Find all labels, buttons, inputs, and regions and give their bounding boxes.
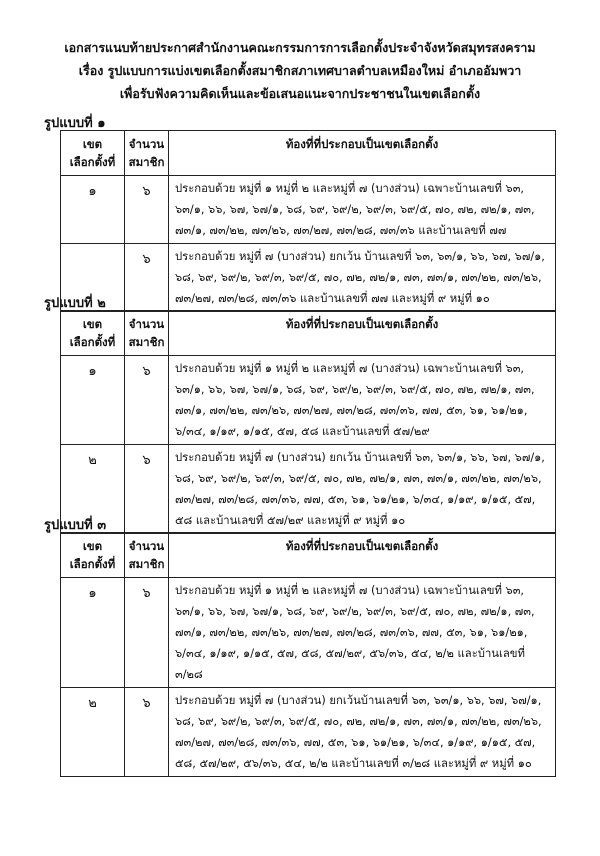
area-column-header: ท้องที่ที่ประกอบเป็นเขตเลือกตั้ง	[169, 533, 556, 578]
table-header-row	[61, 311, 556, 356]
header-line-1: เอกสารแนบท้ายประกาศสำนักงานคณะกรรมการการเลือกตั้งประจำจังหวัดสมุทรสงคราม	[64, 40, 536, 55]
members-column-header: จำนวน สมาชิก	[125, 131, 169, 176]
district-number: ๒	[61, 688, 125, 777]
table-row	[61, 176, 556, 244]
member-count: ๖	[125, 356, 169, 445]
district-number: ๑	[61, 578, 125, 688]
area-description: ประกอบด้วย หมู่ที่ ๗ (บางส่วน) ยกเว้นบ้านเลขที่ ๖๓, ๖๓/๑, ๖๖, ๖๗, ๖๗/๑, ๖๘, ๖๙, ๖๙/๒, ๖๙/๓, ๖๙/๕, ๗๐, ๗๒, ๗๒/๑, ๗๓, ๗๓/๑, ๗๓/๒๒, ๗๓/๒๖, ๗๓/๒๗, ๗๓/๒๘, ๗๓/๓๖, ๗๗, ๕๓, ๖๑, ๖๑/๒๑, ๖/๓๔, ๑/๑๙, ๑/๑๕, ๕๗, ๕๘, ๕๗/๒๙, ๕๖/๓๖, ๕๔, ๒/๒ และบ้านเลขที่ ๓/๒๘ และหมู่ที่ ๙ หมู่ที่ ๑๐	[169, 688, 556, 777]
table-header-row	[61, 533, 556, 578]
area-description: ประกอบด้วย หมู่ที่ ๑ หมู่ที่ ๒ และหมู่ที่ ๗ (บางส่วน) เฉพาะบ้านเลขที่ ๖๓, ๖๓/๑, ๖๖, ๖๗, ๖๗/๑, ๖๘, ๖๙, ๖๙/๒, ๖๙/๓, ๖๙/๕, ๗๐, ๗๒, ๗๒/๑, ๗๓, ๗๓/๑, ๗๓/๒๒, ๗๓/๒๖, ๗๓/๒๗, ๗๓/๒๘, ๗๓/๓๖, ๗๗, ๕๓, ๖๑, ๖๑/๒๑, ๖/๓๔, ๑/๑๙, ๑/๑๕, ๕๗, ๕๘ และบ้านเลขที่ ๕๗/๒๙	[169, 356, 556, 445]
members-column-header: จำนวน สมาชิก	[125, 311, 169, 356]
member-count: ๖	[125, 688, 169, 777]
document-header	[0, 36, 600, 105]
area-description: ประกอบด้วย หมู่ที่ ๗ (บางส่วน) ยกเว้น บ้านเลขที่ ๖๓, ๖๓/๑, ๖๖, ๖๗, ๖๗/๑, ๖๘, ๖๙, ๖๙/๒, ๖๙/๓, ๖๙/๕, ๗๐, ๗๒, ๗๒/๑, ๗๓, ๗๓/๑, ๗๓/๒๒, ๗๓/๒๖, ๗๓/๒๗, ๗๓/๒๘, ๗๓/๓๖ และบ้านเลขที่ ๗๗ และหมู่ที่ ๙ หมู่ที่ ๑๐	[169, 244, 556, 312]
member-count: ๖	[125, 578, 169, 688]
table-header-row	[61, 131, 556, 176]
district-column-header: เขต เลือกตั้งที่	[61, 533, 125, 578]
pattern-3-title: รูปแบบที่ ๓	[44, 518, 107, 533]
area-description: ประกอบด้วย หมู่ที่ ๑ หมู่ที่ ๒ และหมู่ที่ ๗ (บางส่วน) เฉพาะบ้านเลขที่ ๖๓, ๖๓/๑, ๖๖, ๖๗, ๖๗/๑, ๖๘, ๖๙, ๖๙/๒, ๖๙/๓, ๖๙/๕, ๗๐, ๗๒, ๗๒/๑, ๗๓, ๗๓/๑, ๗๓/๒๒, ๗๓/๒๖, ๗๓/๒๗, ๗๓/๒๘, ๗๓/๓๖, ๗๗, ๕๓, ๖๑, ๖๑/๒๑, ๖/๓๔, ๑/๑๙, ๑/๑๕, ๕๗, ๕๘, ๕๗/๒๙, ๕๖/๓๖, ๕๔, ๒/๒ และบ้านเลขที่ ๓/๒๘	[169, 578, 556, 688]
area-column-header: ท้องที่ที่ประกอบเป็นเขตเลือกตั้ง	[169, 311, 556, 356]
header-line-3: เพื่อรับฟังความคิดเห็นและข้อเสนอแนะจากประชาชนในเขตเลือกตั้ง	[119, 86, 481, 101]
area-description: ประกอบด้วย หมู่ที่ ๗ (บางส่วน) ยกเว้น บ้านเลขที่ ๖๓, ๖๓/๑, ๖๖, ๖๗, ๖๗/๑, ๖๘, ๖๙, ๖๙/๒, ๖๙/๓, ๖๙/๕, ๗๐, ๗๒, ๗๒/๑, ๗๓, ๗๓/๑, ๗๓/๒๒, ๗๓/๒๖, ๗๓/๒๗, ๗๓/๒๘, ๗๓/๓๖, ๗๗, ๕๓, ๖๑, ๖๑/๒๑, ๖/๓๔, ๑/๑๙, ๑/๑๕, ๕๗, ๕๘ และบ้านเลขที่ ๕๗/๒๙ และหมู่ที่ ๙ หมู่ที่ ๑๐	[169, 445, 556, 534]
pattern-2-title: รูปแบบที่ ๒	[44, 296, 106, 311]
district-column-header: เขต เลือกตั้งที่	[61, 131, 125, 176]
table-row	[61, 688, 556, 777]
pattern-2-table	[60, 310, 556, 534]
table-row	[61, 578, 556, 688]
member-count: ๖	[125, 244, 169, 312]
area-column-header: ท้องที่ที่ประกอบเป็นเขตเลือกตั้ง	[169, 131, 556, 176]
member-count: ๖	[125, 176, 169, 244]
table-row	[61, 244, 556, 312]
district-number: ๑	[61, 176, 125, 244]
pattern-1-table	[60, 130, 556, 312]
table-row	[61, 445, 556, 534]
district-number: ๑	[61, 356, 125, 445]
member-count: ๖	[125, 445, 169, 534]
area-description: ประกอบด้วย หมู่ที่ ๑ หมู่ที่ ๒ และหมู่ที่ ๗ (บางส่วน) เฉพาะบ้านเลขที่ ๖๓, ๖๓/๑, ๖๖, ๖๗, ๖๗/๑, ๖๘, ๖๙, ๖๙/๒, ๖๙/๓, ๖๙/๕, ๗๐, ๗๒, ๗๒/๑, ๗๓, ๗๓/๑, ๗๓/๒๒, ๗๓/๒๖, ๗๓/๒๗, ๗๓/๒๘, ๗๓/๓๖ และบ้านเลขที่ ๗๗	[169, 176, 556, 244]
header-line-2: เรื่อง รูปแบบการแบ่งเขตเลือกตั้งสมาชิกสภาเทศบาลตำบลเหมืองใหม่ อำเภออัมพวา	[78, 63, 522, 78]
district-column-header: เขต เลือกตั้งที่	[61, 311, 125, 356]
table-row	[61, 356, 556, 445]
pattern-1-title: รูปแบบที่ ๑	[44, 116, 106, 131]
pattern-3-table	[60, 532, 556, 777]
members-column-header: จำนวน สมาชิก	[125, 533, 169, 578]
district-number: ๒	[61, 445, 125, 534]
